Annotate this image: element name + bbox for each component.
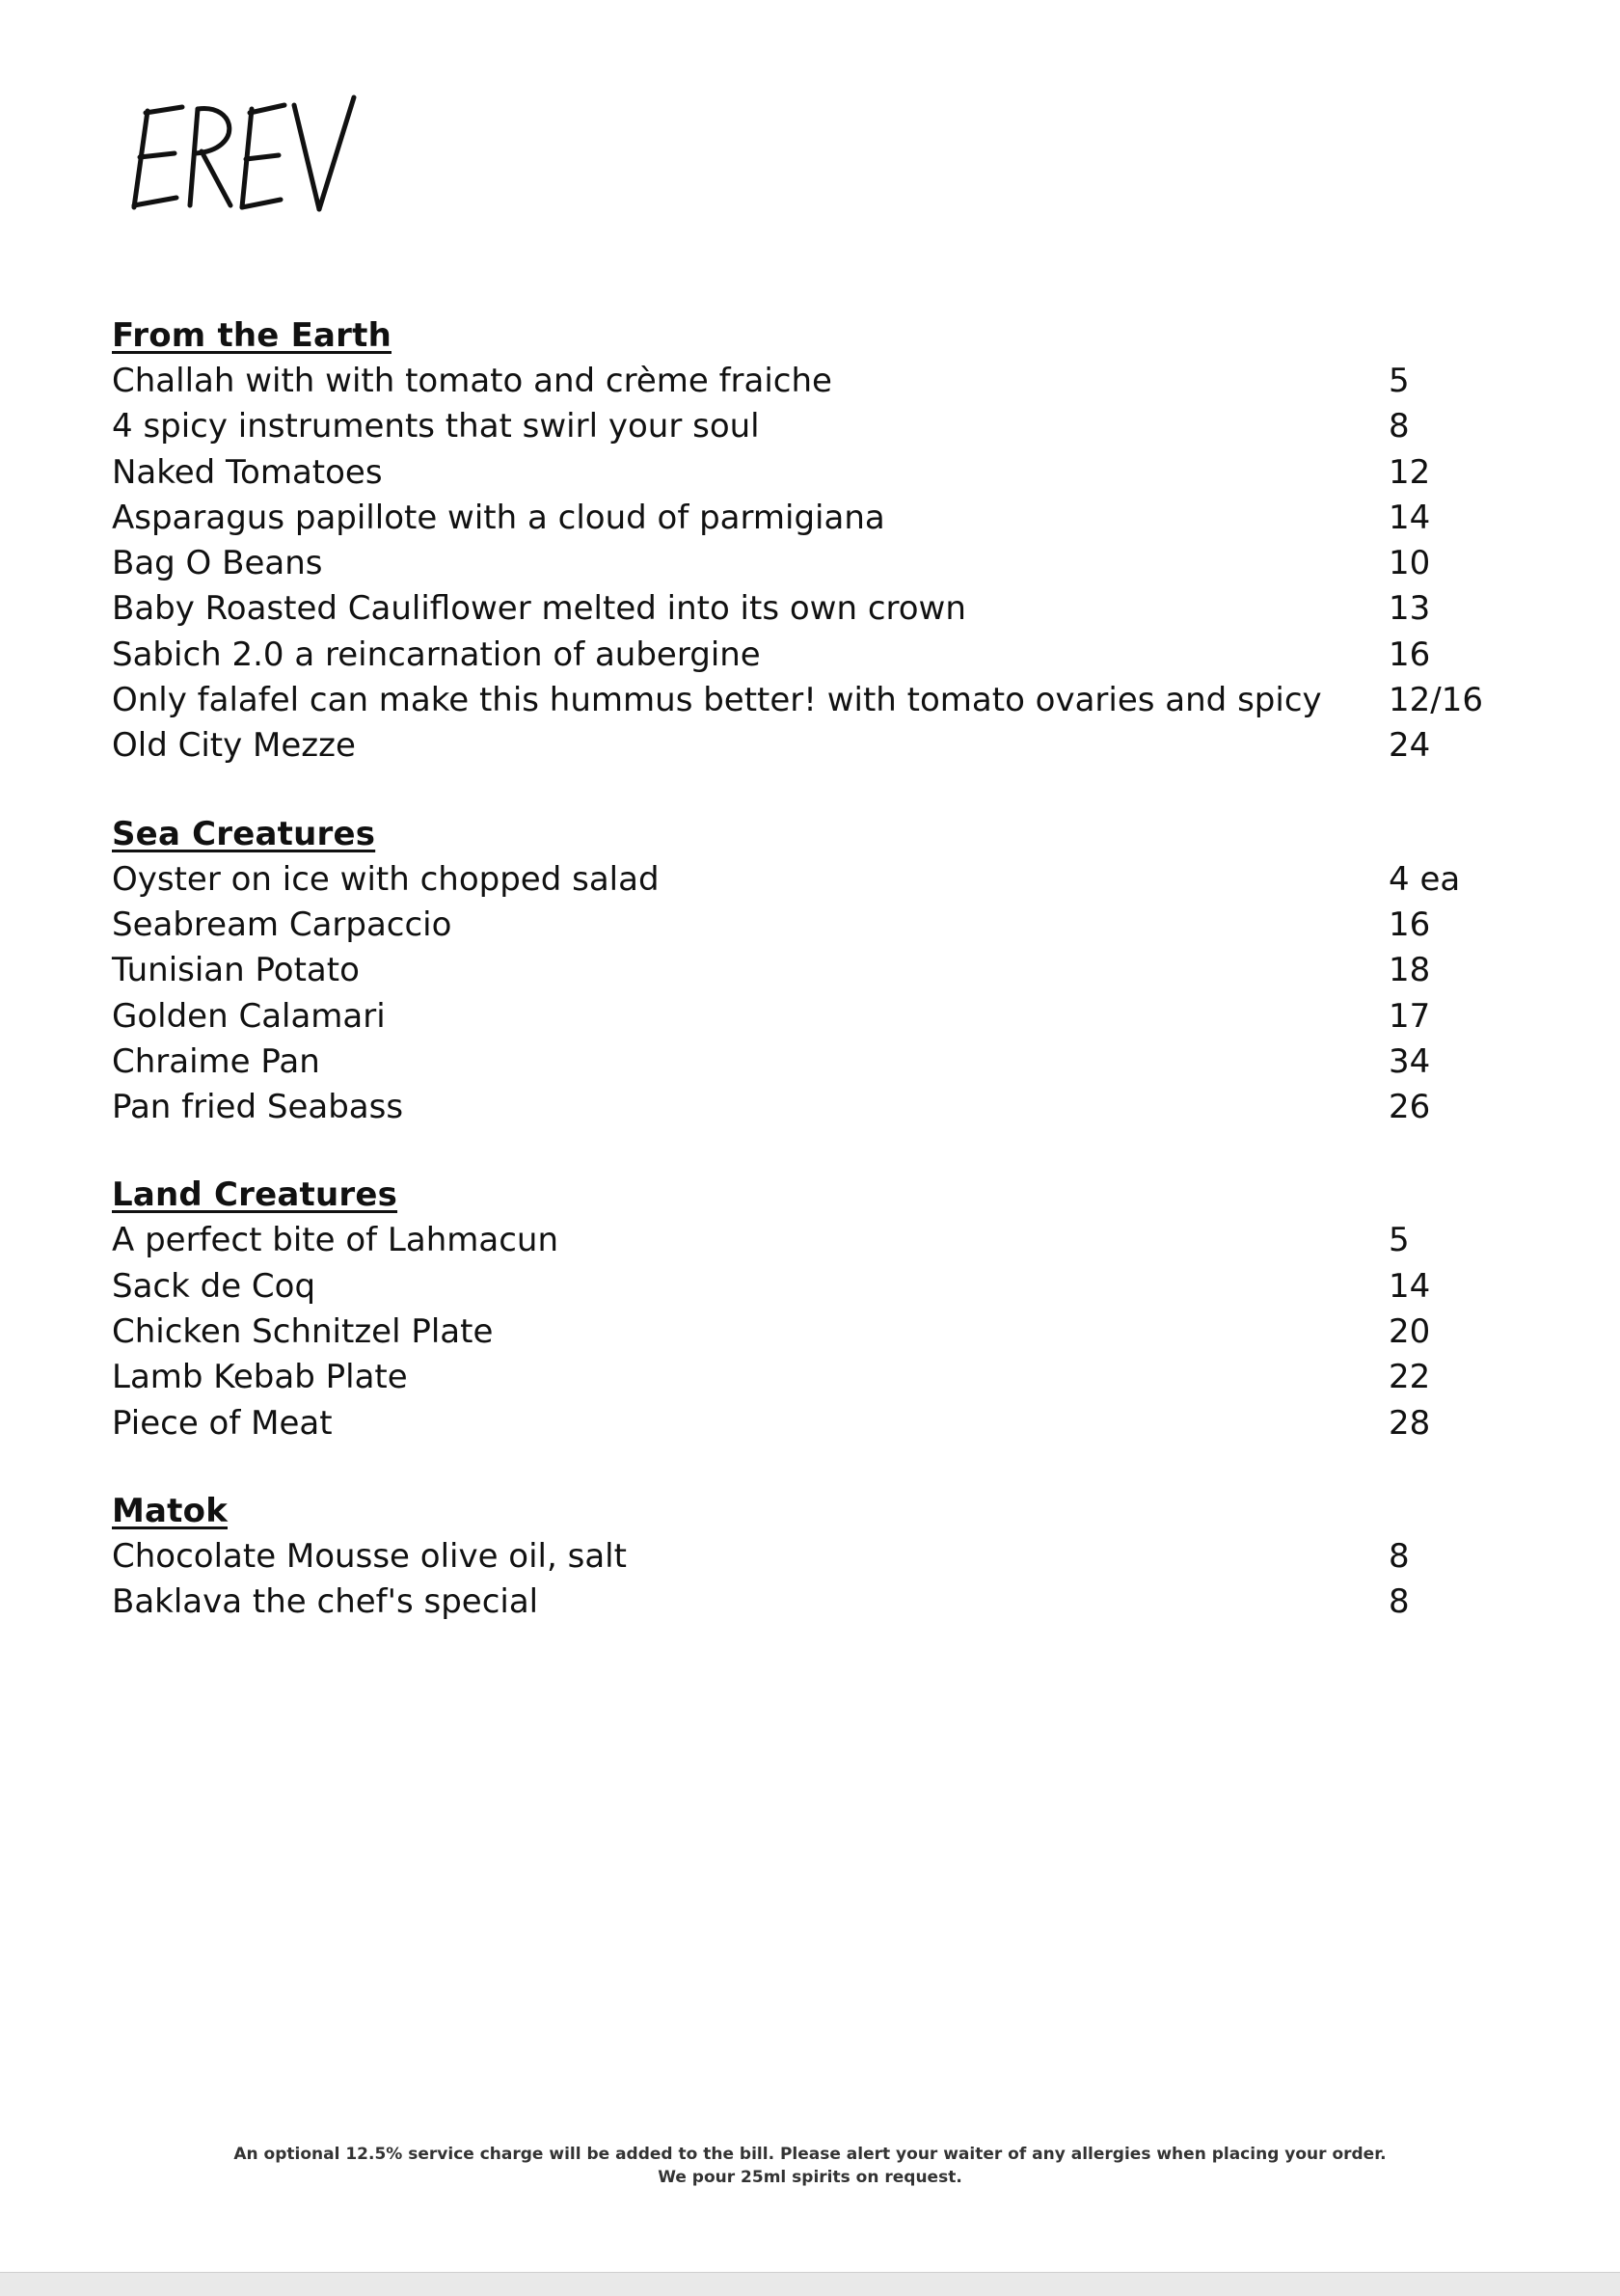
menu-item: [112, 633, 1510, 678]
menu-item: [112, 1040, 1510, 1085]
menu-item-name: Sabich 2.0 a reincarnation of aubergine: [112, 635, 761, 674]
menu-item-name: Seabream Carpaccio: [112, 905, 452, 944]
menu-item-price: 12/16: [1389, 681, 1483, 720]
menu-item-name: 4 spicy instruments that swirl your soul: [112, 407, 760, 446]
menu-item-price: 16: [1389, 905, 1431, 944]
menu-item-price: 5: [1389, 1221, 1410, 1260]
service-charge-note: An optional 12.5% service charge will be added to the bill. Please alert your waiter of any allergies when placing your order.: [233, 2145, 1387, 2164]
menu-item-name: Baklava the chef's special: [112, 1582, 539, 1622]
menu-item-name: Lamb Kebab Plate: [112, 1358, 408, 1397]
erev-logo: [130, 92, 362, 217]
menu-item-price: 28: [1389, 1403, 1431, 1443]
menu-section: [112, 1489, 1510, 1626]
menu-item-name: Naked Tomatoes: [112, 452, 383, 492]
menu-item: [112, 1580, 1510, 1625]
menu-item: [112, 1401, 1510, 1446]
menu-item: [112, 586, 1510, 632]
menu-item-name: Pan fried Seabass: [112, 1088, 404, 1127]
menu-item: [112, 541, 1510, 586]
menu-item-price: 8: [1389, 1582, 1410, 1622]
menu-list: [112, 313, 1510, 1668]
section-title: From the Earth: [112, 316, 392, 355]
menu-item-price: 22: [1389, 1358, 1431, 1397]
menu-item: [112, 1264, 1510, 1310]
menu-item-name: Baby Roasted Cauliflower melted into its own crown: [112, 589, 966, 629]
menu-item-price: 12: [1389, 452, 1431, 492]
menu-section: [112, 1173, 1510, 1445]
menu-item-price: 20: [1389, 1312, 1431, 1352]
menu-item: [112, 1534, 1510, 1580]
menu-item: [112, 1085, 1510, 1130]
page-bottom-edge: [0, 2272, 1620, 2296]
menu-item-price: 14: [1389, 1266, 1431, 1306]
menu-item-name: Tunisian Potato: [112, 951, 360, 990]
menu-item-name: Challah with with tomato and crème fraiche: [112, 362, 832, 400]
menu-item-price: 10: [1389, 544, 1431, 583]
footer-note: [0, 2143, 1620, 2189]
menu-item-price: 8: [1389, 407, 1410, 446]
menu-item-price: 8: [1389, 1536, 1410, 1576]
menu-item-price: 14: [1389, 498, 1431, 537]
spirits-note: We pour 25ml spirits on request.: [658, 2168, 962, 2187]
menu-item-name: Chocolate Mousse olive oil, salt: [112, 1536, 627, 1576]
menu-item: [112, 723, 1510, 769]
menu-item-name: Old City Mezze: [112, 726, 356, 766]
menu-item-price: 5: [1389, 362, 1410, 400]
menu-item: [112, 903, 1510, 948]
menu-item-name: Asparagus papillote with a cloud of parmigiana: [112, 498, 885, 537]
menu-item-name: Piece of Meat: [112, 1403, 333, 1443]
section-title: Land Creatures: [112, 1175, 398, 1215]
menu-item: [112, 1355, 1510, 1400]
section-title: Matok: [112, 1491, 228, 1530]
section-title: Sea Creatures: [112, 814, 376, 853]
menu-item-name: Only falafel can make this hummus better! with tomato ovaries and spicy: [112, 681, 1322, 720]
menu-item-price: 17: [1389, 996, 1431, 1036]
menu-section: [112, 812, 1510, 1131]
menu-item-price: 4 ea: [1389, 859, 1461, 899]
menu-item-name: Bag O Beans: [112, 544, 323, 583]
menu-item-name: Chraime Pan: [112, 1041, 320, 1081]
menu-item: [112, 948, 1510, 993]
menu-item-price: 13: [1389, 589, 1431, 629]
menu-item-name: Oyster on ice with chopped salad: [112, 859, 660, 899]
menu-item: [112, 857, 1510, 903]
menu-item-price: 24: [1389, 726, 1431, 766]
menu-item-price: 26: [1389, 1088, 1431, 1127]
menu-item-price: 18: [1389, 951, 1431, 990]
menu-item: [112, 404, 1510, 449]
menu-item: [112, 450, 1510, 496]
menu-item: [112, 1218, 1510, 1263]
menu-item: [112, 994, 1510, 1040]
menu-item-name: Sack de Coq: [112, 1266, 316, 1306]
menu-item: [112, 496, 1510, 541]
menu-item-name: A perfect bite of Lahmacun: [112, 1221, 559, 1260]
menu-item-price: 16: [1389, 635, 1431, 674]
menu-item-name: Chicken Schnitzel Plate: [112, 1312, 494, 1352]
menu-item-price: 34: [1389, 1041, 1431, 1081]
menu-item: [112, 359, 1510, 404]
menu-item: [112, 678, 1510, 723]
menu-item-name: Golden Calamari: [112, 996, 386, 1036]
menu-section: [112, 313, 1510, 770]
menu-item: [112, 1310, 1510, 1355]
